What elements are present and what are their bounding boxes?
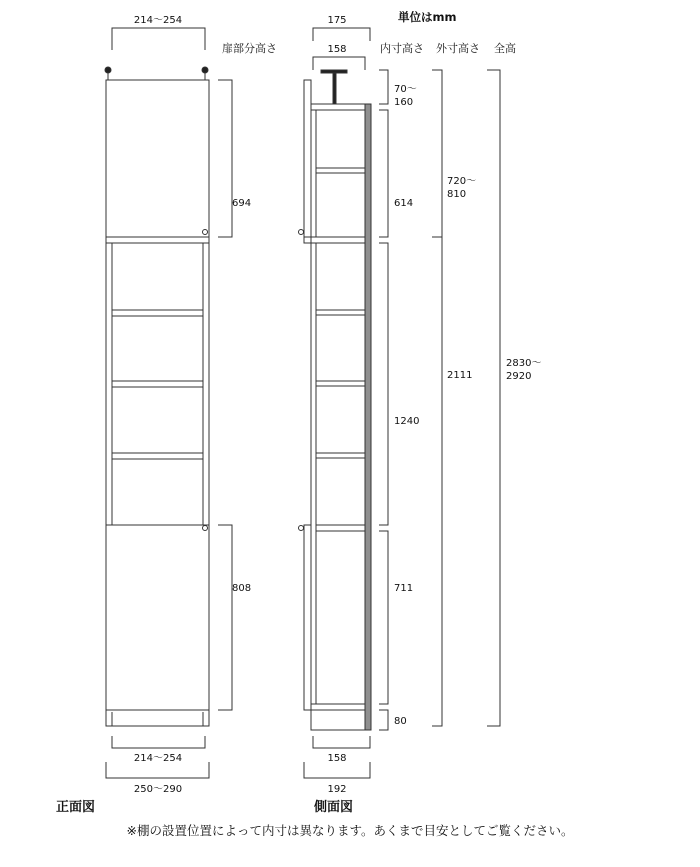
shelf <box>316 168 365 173</box>
total-height-label: 2830〜 2920 <box>506 358 542 382</box>
shelf <box>316 525 365 531</box>
side-bottom-outer-depth-line <box>304 762 370 778</box>
side-view-drawing <box>299 28 501 778</box>
inner-upper-label: 614 <box>394 198 414 209</box>
side-bottom-inner-depth-line <box>313 736 370 748</box>
side-upper-door <box>304 80 311 237</box>
pin-icon <box>105 67 111 73</box>
front-bottom-outer-width-label: 250〜290 <box>133 784 183 795</box>
total-height-bracket <box>487 70 500 726</box>
inner-upper-bracket <box>379 110 388 237</box>
middle-board <box>304 237 365 243</box>
upper-door-height-label: 694 <box>232 198 252 209</box>
shelf <box>316 453 365 458</box>
front-view-drawing <box>105 28 232 778</box>
side-body <box>311 104 365 730</box>
side-top-inner-depth-label: 158 <box>327 44 347 55</box>
outer-lower-bracket <box>432 237 442 726</box>
shelf <box>316 310 365 315</box>
shelf <box>112 310 203 316</box>
door-knob-icon <box>299 526 304 531</box>
inner-top-bracket <box>379 70 388 104</box>
outer-lower-label: 2111 <box>447 370 473 381</box>
side-bottom-outer-depth-label: 192 <box>327 784 347 795</box>
shelf <box>316 381 365 386</box>
inner-top-space-label: 70〜 160 <box>394 84 417 108</box>
door-height-header: 扉部分高さ <box>222 42 277 55</box>
pin-icon <box>202 67 208 73</box>
door-knob-icon <box>203 230 208 235</box>
front-top-width-label: 214〜254 <box>133 15 183 26</box>
lower-door-bracket <box>218 525 232 710</box>
inner-base-bracket <box>379 710 388 730</box>
side-view-title: 側面図 <box>314 800 354 815</box>
side-bottom-inner-depth-label: 158 <box>327 753 347 764</box>
inner-base-label: 80 <box>394 716 407 727</box>
unit-label: 単位はmm <box>398 10 457 24</box>
base <box>106 710 209 726</box>
inner-lower-bracket <box>379 531 388 704</box>
lower-door-height-label: 808 <box>232 583 252 594</box>
footnote: ※棚の設置位置によって内寸は異なります。あくまで目安としてご覧ください。 <box>126 823 574 838</box>
inner-middle-bracket <box>379 243 388 525</box>
front-view-title: 正面図 <box>56 800 96 815</box>
upper-door <box>106 80 209 237</box>
total-height-header: 全高 <box>494 42 516 55</box>
shelf <box>112 453 203 459</box>
front-top-width-line <box>112 28 205 50</box>
front-bottom-outer-width-line <box>106 762 209 778</box>
door-knob-icon <box>203 526 208 531</box>
top-board <box>311 104 365 110</box>
front-bottom-inner-width-label: 214〜254 <box>133 753 183 764</box>
upper-door-bracket <box>218 80 232 237</box>
outer-upper-label: 720〜 810 <box>447 176 477 200</box>
front-bottom-inner-width-line <box>112 736 205 748</box>
inner-middle-label: 1240 <box>394 416 420 427</box>
side-lower-door <box>304 525 311 710</box>
inner-lower-label: 711 <box>394 583 414 594</box>
door-knob-icon <box>299 230 304 235</box>
outer-height-header: 外寸高さ <box>436 42 480 55</box>
outer-upper-bracket <box>432 70 442 237</box>
lower-door <box>106 525 209 710</box>
bottom-board <box>311 704 365 710</box>
inner-height-header: 内寸高さ <box>380 42 424 55</box>
shelf <box>112 381 203 387</box>
side-base <box>311 710 365 730</box>
back-panel <box>365 104 371 730</box>
side-top-inner-depth-line <box>313 57 365 70</box>
side-top-outer-depth-line <box>313 28 370 41</box>
side-top-outer-depth-label: 175 <box>327 15 347 26</box>
